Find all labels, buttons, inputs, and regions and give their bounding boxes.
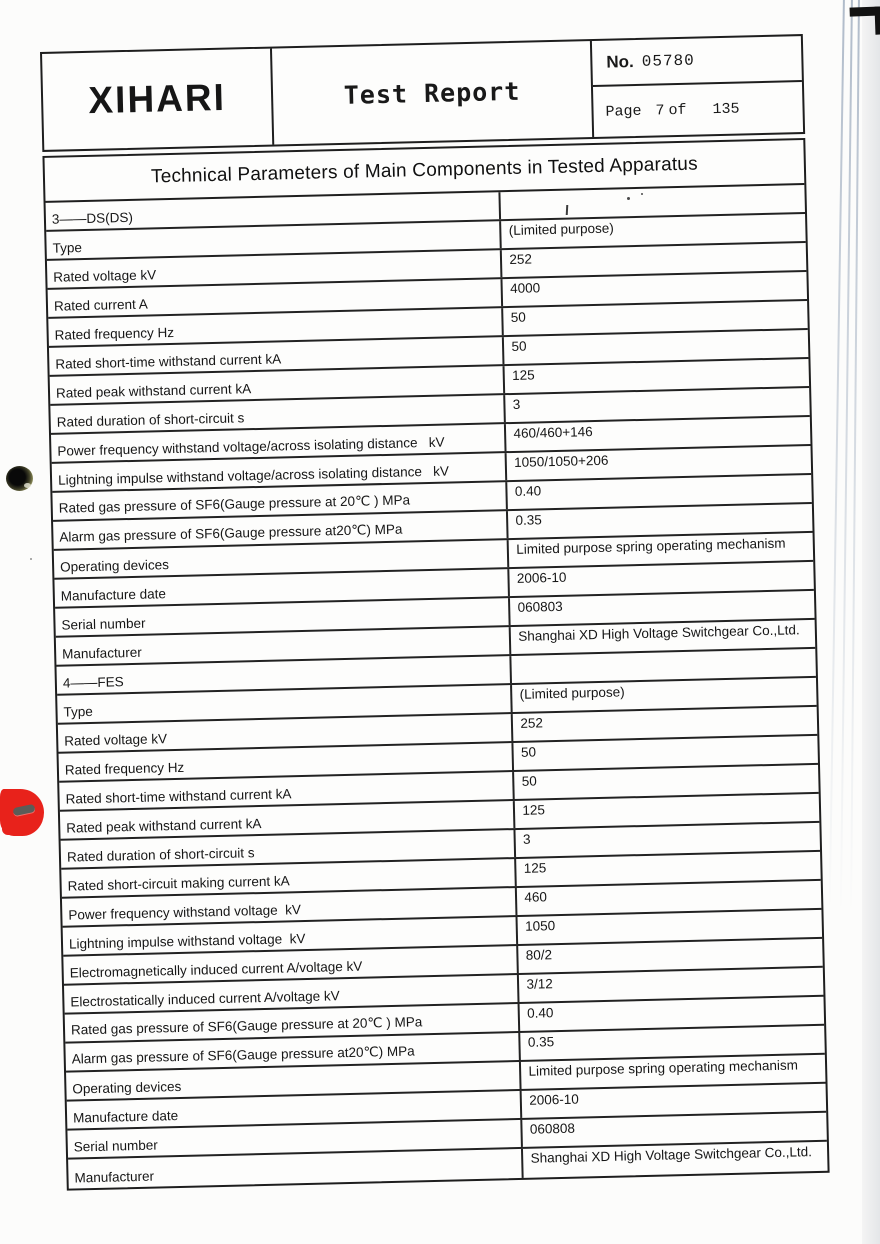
param-value: [512, 649, 816, 683]
param-value: 125: [523, 860, 547, 876]
document-title: Technical Parameters of Main Components in Tested Apparatus: [44, 140, 804, 203]
param-label: Manufacture date: [54, 569, 510, 607]
param-label: Rated frequency Hz: [48, 308, 504, 346]
param-value: 252: [509, 251, 533, 267]
param-label: Alarm gas pressure of SF6(Gauge pressure at20℃) MPa: [65, 1033, 521, 1071]
param-label: Lightning impulse withstand voltage kV: [63, 917, 519, 955]
param-value: 50: [510, 309, 526, 325]
param-label: Rated gas pressure of SF6(Gauge pressure at 20℃ ) MPa: [65, 1004, 521, 1042]
param-label: Rated voltage kV: [47, 250, 503, 288]
param-label: Power frequency withstand voltage/across isolating distance kV: [51, 424, 507, 462]
param-label: Rated peak withstand current kA: [50, 366, 506, 404]
param-value: Limited purpose spring operating mechanism: [516, 535, 786, 557]
param-label: Manufacturer: [68, 1149, 524, 1189]
param-label: Operating devices: [66, 1062, 522, 1100]
param-value: Limited purpose spring operating mechanism: [528, 1057, 799, 1079]
param-label: Rated duration of short-circuit s: [50, 395, 506, 433]
param-value: 3: [512, 396, 521, 412]
param-value: 0.40: [514, 483, 542, 499]
param-value: 460/460+146: [513, 424, 593, 441]
page-label: Page: [605, 102, 642, 121]
param-value: 252: [520, 715, 544, 731]
binder-mark-slash: [12, 804, 35, 816]
param-value: [501, 185, 805, 219]
param-label: Serial number: [67, 1120, 523, 1158]
scan-speck: [627, 197, 630, 200]
param-label: Type: [46, 221, 502, 259]
param-value: 4000: [509, 280, 541, 296]
param-value: (Limited purpose): [519, 684, 625, 702]
logo-cell: [42, 49, 274, 150]
param-label: Electromagnetically induced current A/voltage kV: [63, 946, 519, 984]
param-value: 1050/1050+206: [514, 452, 609, 470]
param-label: Rated duration of short-circuit s: [61, 830, 517, 868]
param-label: Rated current A: [48, 279, 504, 317]
report-header: [40, 34, 805, 152]
param-value: 50: [521, 773, 537, 789]
param-value: 125: [511, 367, 535, 383]
param-label: Alarm gas pressure of SF6(Gauge pressure at20℃) MPa: [53, 511, 509, 549]
report-document: [40, 34, 830, 1191]
binder-grommet: [6, 466, 33, 491]
scan-speck: [641, 193, 643, 195]
param-label: Manufacturer: [56, 627, 512, 665]
param-label: Rated voltage kV: [58, 714, 514, 752]
param-value: Shanghai XD High Voltage Switchgear Co.,Ltd.: [530, 1144, 813, 1166]
page-corner-mark: [850, 6, 880, 35]
binder-mark-tail: [2, 823, 20, 835]
parameters-box: [42, 138, 829, 1191]
param-label: Power frequency withstand voltage kV: [62, 888, 518, 926]
param-value: 2006-10: [516, 569, 567, 586]
report-number-cell: [592, 36, 803, 137]
of-label: of: [668, 101, 687, 119]
param-label: Rated short-circuit making current kA: [61, 859, 517, 897]
title-cell: [272, 41, 594, 145]
param-value: 060808: [529, 1120, 576, 1137]
paper-edge-strip: [862, 0, 880, 1244]
xihari-logo: XIHARI: [87, 76, 227, 122]
param-value: (Limited purpose): [508, 220, 614, 239]
report-title: Test Report: [343, 76, 521, 110]
param-value: 50: [511, 338, 527, 354]
param-label: Rated peak withstand current kA: [60, 801, 516, 839]
param-value: 3/12: [526, 976, 553, 992]
param-value: 460: [524, 889, 548, 905]
param-value: 0.40: [526, 1005, 554, 1021]
param-value: 2006-10: [529, 1091, 579, 1108]
page-number: 7: [655, 101, 665, 120]
param-value: 80/2: [525, 947, 553, 963]
param-label: Rated short-time withstand current kA: [49, 337, 505, 375]
param-value: 1050: [524, 918, 556, 934]
report-number-row: [592, 36, 802, 87]
param-label: Serial number: [55, 598, 511, 636]
no-label: No.: [606, 52, 635, 72]
param-label: Manufacture date: [67, 1091, 523, 1129]
red-binder-mark: [0, 789, 44, 836]
param-value: 3: [522, 831, 531, 847]
report-number: 05780: [641, 51, 696, 71]
param-label: Lightning impulse withstand voltage/across isolating distance kV: [52, 453, 508, 491]
param-value: Shanghai XD High Voltage Switchgear Co.,Ltd.: [518, 622, 800, 644]
param-value: 125: [522, 802, 546, 818]
param-value: 060803: [517, 598, 563, 615]
scan-speck: [30, 558, 32, 560]
page-indicator: [593, 82, 803, 137]
param-label: Type: [57, 685, 513, 723]
parameters-table: [46, 185, 828, 1189]
paper-edge-line: [850, 0, 860, 914]
param-label: 4——FES: [56, 656, 512, 694]
param-value: 50: [520, 744, 537, 760]
param-label: Rated short-time withstand current kA: [59, 772, 515, 810]
param-value: 0.35: [515, 512, 543, 528]
param-label: Operating devices: [54, 540, 510, 578]
page-total: 135: [712, 100, 740, 118]
param-value: 0.35: [527, 1034, 555, 1050]
param-label: 3——DS(DS): [46, 192, 502, 230]
param-label: Rated gas pressure of SF6(Gauge pressure at 20℃ ) MPa: [52, 482, 508, 520]
param-label: Electrostatically induced current A/voltage kV: [64, 975, 520, 1013]
param-label: Rated frequency Hz: [59, 743, 515, 781]
